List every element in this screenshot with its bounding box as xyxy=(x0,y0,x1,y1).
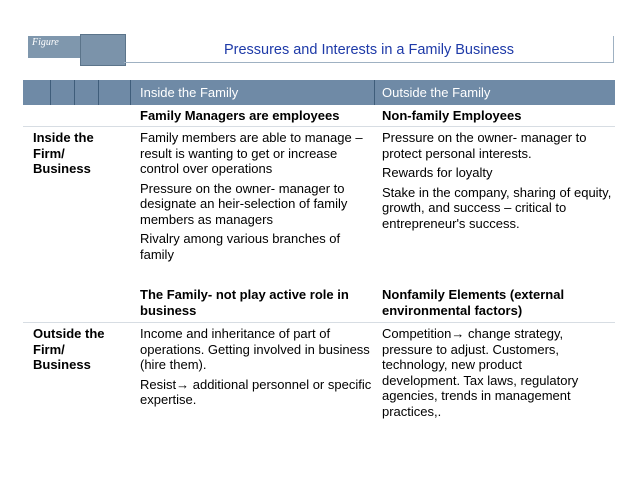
row1-outside-heading: Non-family Employees xyxy=(382,108,522,123)
row1-outside-items xyxy=(382,130,612,235)
list-item: Resist→ additional personnel or specific expertise. xyxy=(140,376,372,407)
list-item: Family members are able to manage – result is wanting to get or increase control over operations xyxy=(140,130,363,176)
header-separator xyxy=(374,80,375,105)
page-title: Pressures and Interests in a Family Business xyxy=(223,42,515,58)
row2-label: Outside the Firm/ Business xyxy=(33,326,105,372)
figure-decor-square xyxy=(80,34,126,66)
list-item: Stake in the company, sharing of equity, growth, and success – critical to entrepreneur's success. xyxy=(382,184,612,231)
list-item: Pressure on the owner- manager to protect personal interests. xyxy=(382,130,587,161)
row2-outside-heading: Nonfamily Elements (external environmental factors) xyxy=(382,287,565,318)
row-divider xyxy=(23,322,615,323)
header-separator xyxy=(130,80,131,105)
column-header-inside-family: Inside the Family xyxy=(140,85,239,100)
list-item: Income and inheritance of part of operations. Getting involved in business (hire them). xyxy=(140,326,370,372)
row1-inside-heading: Family Managers are employees xyxy=(140,108,340,123)
title-underline xyxy=(124,62,614,63)
list-item: Competition→ change strategy, pressure to adjust. Customers, technology, new product development. Tax laws, regulatory agencies, trends in management practices,. xyxy=(382,326,579,419)
row2-outside-items xyxy=(382,326,602,423)
row2-inside-heading: The Family- not play active role in business xyxy=(140,287,349,318)
row1-inside-items xyxy=(140,130,372,266)
table-header-bar xyxy=(23,80,615,105)
list-item: Pressure on the owner- manager to designate an heir-selection of family members as managers xyxy=(140,180,348,227)
list-item: Rewards for loyalty xyxy=(382,165,493,180)
figure-label: Figure xyxy=(32,37,59,48)
row1-label: Inside the Firm/ Business xyxy=(33,130,94,176)
row2-inside-items xyxy=(140,326,372,412)
column-header-outside-family: Outside the Family xyxy=(382,85,491,100)
list-item: Rivalry among various branches of family xyxy=(140,231,341,262)
header-separator xyxy=(98,80,99,105)
header-separator xyxy=(74,80,75,105)
row-divider xyxy=(23,126,615,127)
header-separator xyxy=(50,80,51,105)
